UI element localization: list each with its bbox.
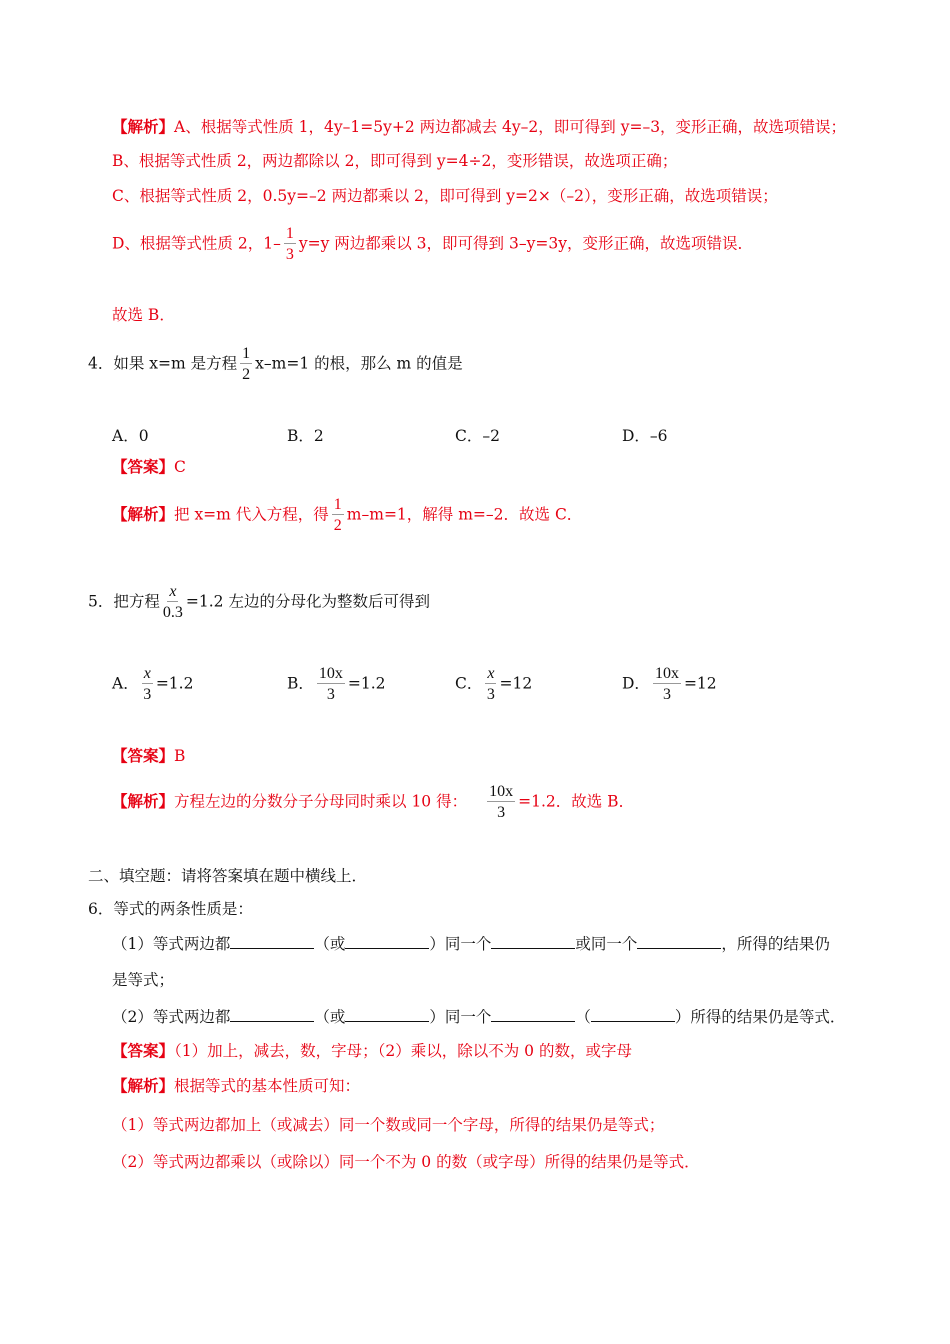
q3-analysis-d <box>112 225 753 264</box>
option-fraction: $\frac{x}{3}$ <box>486 665 495 703</box>
analysis-tag: 【解析】 <box>112 504 175 524</box>
fraction-10x-over-3: $\frac{10x}{3}$ <box>489 783 514 821</box>
option-fraction: $\frac{10x}{3}$ <box>654 665 679 703</box>
q5-answer-value: B <box>174 747 186 765</box>
q4-answer <box>112 457 186 477</box>
answer-tag: 【答案】 <box>112 457 175 476</box>
q6-property-2: （2）等式两边都 （或 ）同一个 （ ）所得的结果仍是等式． <box>112 1008 846 1026</box>
q3-conclusion: 故选 B． <box>112 306 175 324</box>
fraction-one-half: $\frac{1}{2}$ <box>333 496 342 534</box>
option-fraction: $\frac{10x}{3}$ <box>318 665 343 703</box>
q6-stem: 6．等式的两条性质是： <box>88 900 253 918</box>
answer-blank[interactable] <box>637 934 721 949</box>
answer-blank[interactable] <box>230 1007 314 1022</box>
q5-analysis-post: =1.2．故选 B． <box>518 792 635 811</box>
q5-analysis-pre: 方程左边的分数分子分母同时乘以 10 得： <box>174 792 468 811</box>
answer-blank[interactable] <box>230 934 314 949</box>
q5-option-d: D． $\frac{10x}{3}$ =12 <box>622 665 717 703</box>
q4-analysis-post: m–m=1，解得 m=–2．故选 C． <box>346 505 583 524</box>
q3-analysis-a <box>112 117 846 137</box>
q4-option-a: A．0 <box>112 427 149 445</box>
q6-property-1: （1）等式两边都 （或 ）同一个 或同一个 ，所得的结果仍 <box>112 935 830 953</box>
answer-blank[interactable] <box>491 934 575 949</box>
answer-tag: 【答案】 <box>112 746 175 765</box>
q3-analysis-b: B、根据等式性质 2，两边都除以 2，即可得到 y=4÷2，变形错误，故选项正确； <box>112 152 678 170</box>
q5-analysis <box>112 783 634 822</box>
q4-analysis-pre: 把 x=m 代入方程，得 <box>174 505 329 524</box>
q6-analysis-2: （2）等式两边都乘以（或除以）同一个不为 0 的数（或字母）所得的结果仍是等式． <box>112 1153 700 1171</box>
q6-property-1-wrap: 是等式； <box>112 971 175 989</box>
analysis-tag: 【解析】 <box>112 117 175 136</box>
q4-stem <box>88 345 463 384</box>
answer-tag: 【答案】 <box>112 1041 175 1060</box>
q6-analysis-1: （1）等式两边都加上（或减去）同一个数或同一个字母，所得的结果仍是等式； <box>112 1116 665 1134</box>
q6-analysis-intro-text: 根据等式的基本性质可知： <box>174 1077 361 1095</box>
answer-blank[interactable] <box>591 1007 675 1022</box>
fraction-x-over-0-3: $\frac{x}{0.3}$ <box>162 583 183 621</box>
q6-answer-value: （1）加上，减去，数，字母；（2）乘以，除以不为 0 的数，或字母 <box>174 1042 632 1060</box>
q5-option-b: B． $\frac{10x}{3}$ =1.2 <box>287 665 386 703</box>
fraction-one-third: $\frac{1}{3}$ <box>285 225 294 263</box>
q5-stem-post: =1.2 左边的分母化为整数后可得到 <box>185 592 430 611</box>
answer-blank[interactable] <box>345 1007 429 1022</box>
q4-stem-post: x–m=1 的根，那么 m 的值是 <box>255 354 463 373</box>
section-heading: 二、填空题：请将答案填在题中横线上． <box>88 867 368 885</box>
option-fraction: $\frac{x}{3}$ <box>143 665 152 703</box>
q5-option-a: A． $\frac{x}{3}$ =1.2 <box>112 665 194 703</box>
q5-option-c: C． $\frac{x}{3}$ =12 <box>455 665 533 703</box>
q5-stem <box>88 583 430 622</box>
q3-analysis-c: C、根据等式性质 2，0.5y=–2 两边都乘以 2，即可得到 y=2×（–2），变形正确，故选项错误； <box>112 187 778 205</box>
q4-option-c: C．–2 <box>455 427 500 445</box>
answer-blank[interactable] <box>345 934 429 949</box>
q6-answer <box>112 1041 632 1061</box>
fraction-one-half: $\frac{1}{2}$ <box>242 345 251 383</box>
q4-option-d: D．–6 <box>622 427 668 445</box>
q4-analysis <box>112 496 582 535</box>
q5-stem-pre: 5．把方程 <box>88 592 160 611</box>
q5-answer <box>112 746 185 766</box>
analysis-tag: 【解析】 <box>112 1076 175 1095</box>
answer-blank[interactable] <box>491 1007 575 1022</box>
q4-option-b: B．2 <box>287 427 324 445</box>
q4-stem-pre: 4．如果 x=m 是方程 <box>88 354 238 373</box>
q3-analysis-a-text: A、根据等式性质 1，4y–1=5y+2 两边都减去 4y–2，即可得到 y=–3，变形正确，故选项错误； <box>174 118 847 136</box>
q6-analysis-intro <box>112 1076 360 1096</box>
q3-analysis-d-pre: D、根据等式性质 2，1– <box>112 234 281 253</box>
q4-answer-value: C <box>174 458 186 476</box>
analysis-tag: 【解析】 <box>112 791 175 811</box>
q3-analysis-d-post: y=y 两边都乘以 3，即可得到 3–y=3y，变形正确，故选项错误． <box>298 234 753 253</box>
